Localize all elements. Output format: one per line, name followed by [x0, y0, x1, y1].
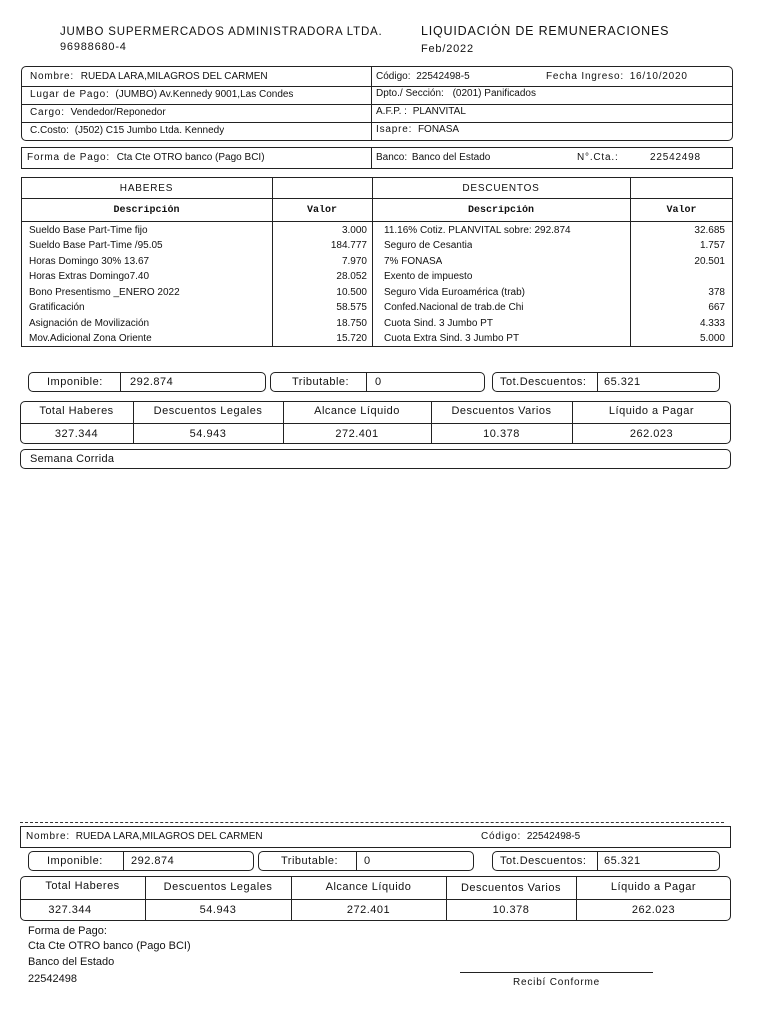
- table-row-value: 4.333: [699, 318, 725, 329]
- haberes-desc-header: Descripción: [113, 205, 180, 216]
- afp: PLANVITAL: [412, 106, 466, 117]
- table-row: Sueldo Base Part-Time fijo: [29, 225, 148, 236]
- stub-tot-descuentos-value: 65.321: [604, 855, 641, 867]
- stub-total-haberes-header: Total Haberes: [45, 880, 120, 892]
- haberes-val-header: Valor: [306, 205, 337, 216]
- stub-alcance-liquido-header: Alcance Líquido: [325, 881, 412, 893]
- signature-label: Recibí Conforme: [512, 977, 601, 988]
- bank: Banco del Estado: [411, 152, 491, 163]
- imponible-label: Imponible:: [47, 376, 103, 388]
- stub-tot-descuentos-label: Tot.Descuentos:: [500, 855, 587, 867]
- alcance-liquido-value: 272.401: [335, 428, 379, 440]
- payment-method-field: [27, 152, 265, 163]
- cost-center-field: [30, 125, 224, 136]
- stub-descuentos-varios-value: 10.378: [492, 904, 530, 916]
- table-row-value: 18.750: [336, 318, 367, 329]
- stub-total-haberes-value: 327.344: [48, 904, 92, 916]
- stub-liquido-a-pagar-header: Líquido a Pagar: [610, 881, 697, 893]
- table-row-value: 20.501: [694, 256, 725, 267]
- table-row-value: 5.000: [699, 333, 725, 344]
- total-haberes-header: Total Haberes: [39, 405, 114, 417]
- table-row-value: 667: [708, 302, 725, 313]
- table-row-value: 184.777: [330, 240, 367, 251]
- stub-tributable-label: Tributable:: [281, 855, 339, 867]
- table-row-value: 15.720: [336, 333, 367, 344]
- employee-code: 22542498-5: [416, 71, 470, 82]
- stub-liquido-a-pagar-value: 262.023: [631, 904, 676, 916]
- table-row: Mov.Adicional Zona Oriente: [29, 333, 152, 344]
- cost-center: (J502) C15 Jumbo Ltda. Kennedy: [74, 125, 225, 136]
- imponible-value: 292.874: [130, 376, 174, 388]
- table-row: Cuota Extra Sind. 3 Jumbo PT: [384, 333, 520, 344]
- dept-label: Dpto./ Sección:: [376, 88, 444, 99]
- role-field: [30, 107, 166, 118]
- employee-name-field: [30, 71, 268, 82]
- table-row: Horas Extras Domingo7.40: [29, 271, 150, 282]
- stub-descuentos-legales-value: 54.943: [199, 904, 237, 916]
- descuentos-varios-header: Descuentos Varios: [451, 405, 552, 417]
- liquido-a-pagar-value: 262.023: [629, 428, 674, 440]
- stub-employee-name: RUEDA LARA,MILAGROS DEL CARMEN: [75, 831, 263, 842]
- total-haberes-value: 327.344: [54, 428, 99, 440]
- afp-field: [376, 106, 466, 117]
- stub-employee-name-field: [26, 831, 263, 842]
- tributable-label: Tributable:: [292, 376, 350, 388]
- table-row-value: 32.685: [694, 225, 725, 236]
- payment-method: Cta Cte OTRO banco (Pago BCI): [116, 152, 265, 163]
- stub-account: 22542498: [28, 973, 77, 985]
- bank-label: Banco:: [376, 152, 408, 163]
- role: Vendedor/Reponedor: [70, 107, 166, 118]
- stub-imponible-value: 292.874: [131, 855, 175, 867]
- table-row: Exento de impuesto: [384, 271, 473, 282]
- stub-tributable-value: 0: [364, 855, 371, 867]
- employee-name: RUEDA LARA,MILAGROS DEL CARMEN: [80, 71, 268, 82]
- table-row: Seguro Vida Euroamérica (trab): [384, 287, 525, 298]
- table-row-value: 3.000: [341, 225, 367, 236]
- bank-field: [376, 152, 490, 163]
- descuentos-val-header: Valor: [666, 205, 697, 216]
- tot-descuentos-value: 65.321: [604, 376, 641, 388]
- stub-employee-code: 22542498-5: [526, 831, 581, 842]
- account-label: N°.Cta.:: [577, 152, 619, 163]
- semana-corrida-box: [20, 449, 731, 469]
- isapre-field: [376, 124, 459, 135]
- tributable-value: 0: [375, 376, 382, 388]
- stub-alcance-liquido-value: 272.401: [346, 904, 391, 916]
- descuentos-title: DESCUENTOS: [462, 183, 540, 194]
- descuentos-legales-value: 54.943: [189, 428, 227, 440]
- code-label: Código:: [376, 71, 411, 82]
- table-row: 11.16% Cotiz. PLANVITAL sobre: 292.874: [384, 225, 571, 236]
- stub-payment-title: Forma de Pago:: [28, 925, 107, 937]
- liquido-a-pagar-header: Líquido a Pagar: [608, 405, 695, 417]
- table-row: Sueldo Base Part-Time /95.05: [29, 240, 163, 251]
- table-row-value: 1.757: [699, 240, 725, 251]
- start-date-field: [546, 71, 688, 82]
- stub-employee-code-field: [481, 831, 580, 842]
- alcance-liquido-header: Alcance Líquido: [314, 405, 400, 417]
- table-row-value: 10.500: [336, 287, 367, 298]
- table-row: Confed.Nacional de trab.de Chi: [384, 302, 524, 313]
- payment-method-label: Forma de Pago:: [27, 152, 110, 163]
- table-row: Gratificación: [29, 302, 85, 313]
- table-row-value: 28.052: [336, 271, 367, 282]
- descuentos-desc-header: Descripción: [467, 205, 534, 216]
- cut-line: [20, 822, 724, 823]
- table-row: Cuota Sind. 3 Jumbo PT: [384, 318, 493, 329]
- stub-descuentos-varios-header: Descuentos Varios: [460, 882, 561, 894]
- company-rut: 96988680-4: [60, 41, 127, 53]
- stub-imponible-label: Imponible:: [47, 855, 103, 867]
- document-period: Feb/2022: [421, 43, 474, 55]
- table-row: 7% FONASA: [384, 256, 443, 267]
- stub-bank: Banco del Estado: [28, 956, 115, 968]
- start-date: 16/10/2020: [629, 71, 688, 82]
- table-row-value: 7.970: [341, 256, 367, 267]
- descuentos-legales-header: Descuentos Legales: [153, 405, 263, 417]
- semana-corrida-label: Semana Corrida: [30, 453, 115, 465]
- payment-place: (JUMBO) Av.Kennedy 9001,Las Condes: [115, 89, 294, 100]
- stub-payment-method: Cta Cte OTRO banco (Pago BCI): [28, 940, 191, 952]
- place-label: Lugar de Pago:: [30, 89, 110, 100]
- isapre: FONASA: [417, 124, 460, 135]
- table-row: Horas Domingo 30% 13.67: [29, 256, 150, 267]
- isapre-label: Isapre:: [376, 124, 413, 135]
- stub-name-label: Nombre:: [26, 831, 70, 842]
- department: (0201) Panificados: [452, 88, 536, 99]
- table-row: Bono Presentismo _ENERO 2022: [29, 287, 180, 298]
- table-row: Asignación de Movilización: [29, 318, 150, 329]
- tot-descuentos-label: Tot.Descuentos:: [500, 376, 587, 388]
- department-field: [376, 88, 536, 99]
- role-label: Cargo:: [30, 107, 65, 118]
- name-label: Nombre:: [30, 71, 74, 82]
- table-row: Seguro de Cesantia: [384, 240, 473, 251]
- cost-label: C.Costo:: [30, 125, 69, 136]
- table-row-value: 378: [708, 287, 725, 298]
- table-row-value: 58.575: [336, 302, 367, 313]
- payment-place-field: [30, 89, 293, 100]
- document-title: LIQUIDACIÓN DE REMUNERACIONES: [421, 24, 670, 38]
- descuentos-varios-value: 10.378: [483, 428, 520, 440]
- signature-line: [460, 972, 653, 973]
- haberes-title: HABERES: [119, 183, 174, 194]
- employee-code-field: [376, 71, 470, 82]
- stub-code-label: Código:: [481, 831, 522, 842]
- stub-descuentos-legales-header: Descuentos Legales: [163, 881, 273, 893]
- company-name: JUMBO SUPERMERCADOS ADMINISTRADORA LTDA.: [60, 26, 383, 38]
- account-number: 22542498: [650, 152, 701, 163]
- start-date-label: Fecha Ingreso:: [546, 71, 624, 82]
- afp-label: A.F.P. :: [376, 106, 407, 117]
